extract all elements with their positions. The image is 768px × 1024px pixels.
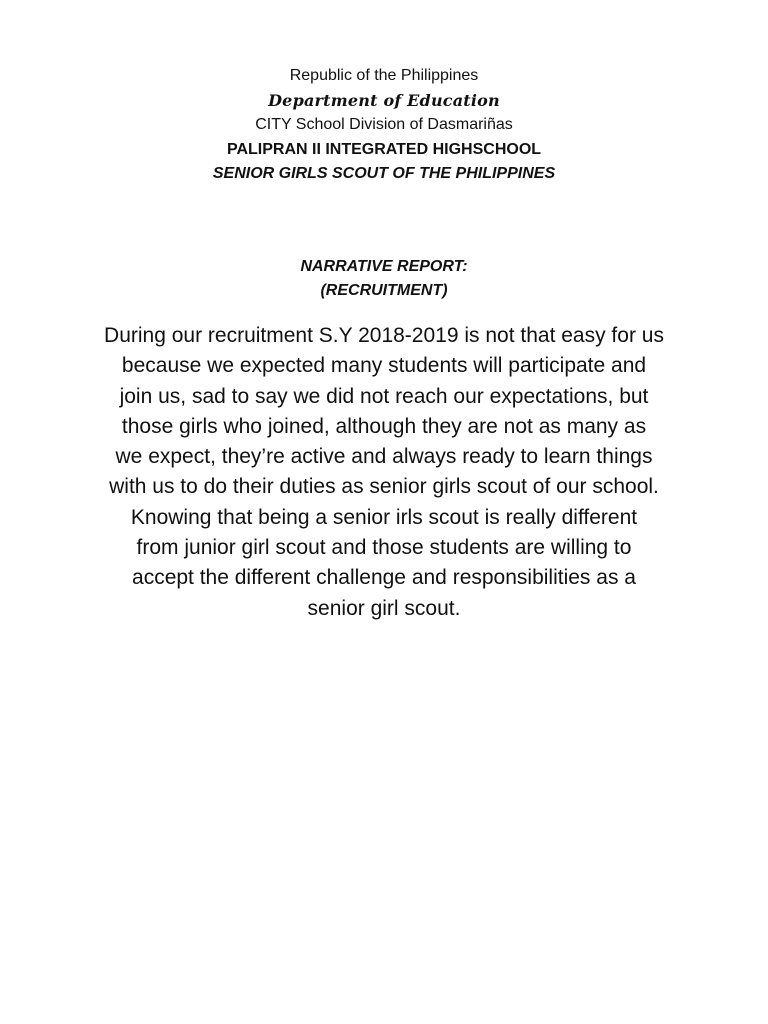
report-title: NARRATIVE REPORT:	[300, 258, 468, 275]
paragraph-line: because we expected many students will participate and	[121, 354, 647, 378]
division-line: CITY School Division of Dasmariñas	[255, 116, 513, 133]
country-line: Republic of the Philippines	[289, 67, 479, 84]
paragraph-line: Knowing that being a senior irls scout is really different	[130, 505, 638, 529]
paragraph-line: from junior girl scout and those students are willing to	[136, 536, 632, 560]
department-line: Department of Education	[268, 90, 500, 110]
paragraph-line: During our recruitment S.Y 2018-2019 is not that easy for us	[104, 324, 664, 347]
report-heading	[0, 255, 768, 303]
narrative-paragraph	[40, 321, 728, 624]
school-name: PALIPRAN II INTEGRATED HIGHSCHOOL	[226, 140, 542, 158]
paragraph-line: we expect, they’re active and always ready to learn things	[115, 445, 653, 469]
organization-name: SENIOR GIRLS SCOUT OF THE PHILIPPINES	[212, 165, 556, 182]
paragraph-line: accept the different challenge and responsibilities as a	[132, 566, 636, 590]
paragraph-line: with us to do their duties as senior girls scout of our school.	[109, 475, 659, 499]
letterhead	[0, 64, 768, 187]
paragraph-line: those girls who joined, although they are not as many as	[121, 414, 647, 438]
report-subtitle: (RECRUITMENT)	[320, 282, 448, 299]
paragraph-line: senior girl scout.	[307, 596, 461, 620]
paragraph-line: join us, sad to say we did not reach our expectations, but	[119, 384, 649, 408]
